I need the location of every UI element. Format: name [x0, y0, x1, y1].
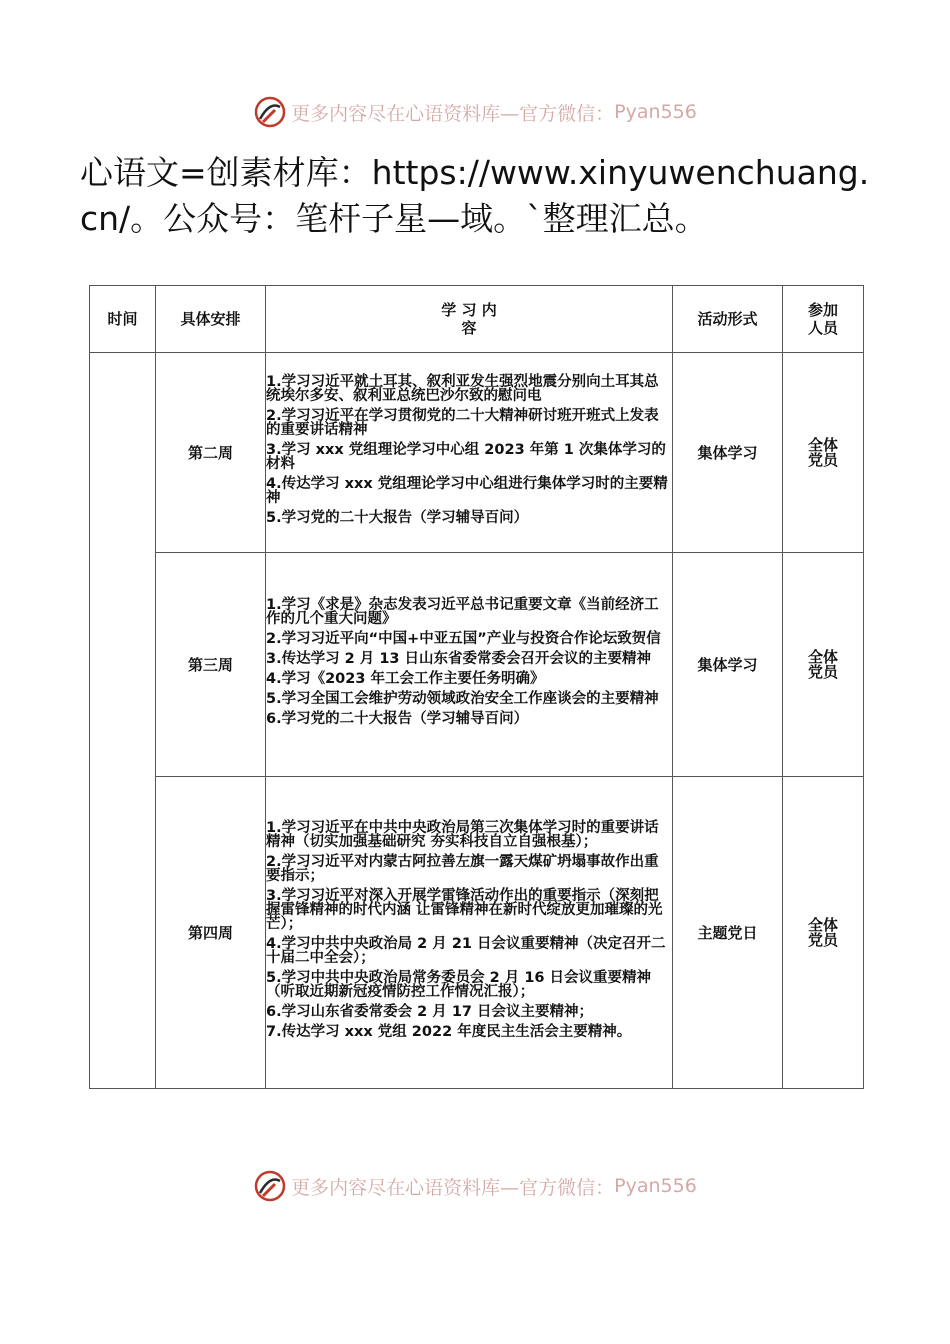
- list-item: 4.学习中共中央政治局 2 月 21 日会议重要精神（决定召开二十届二中全会）；: [266, 935, 666, 966]
- table-row: [90, 777, 864, 1089]
- col-header-people-label: 参加人员: [807, 301, 838, 337]
- list-item: 3.学习习近平对深入开展学雷锋活动作出的重要指示（深刻把握雷锋精神的时代内涵 让雷锋精神在新时代绽放更加璀璨的光芒）；: [266, 887, 663, 932]
- banner-wechat-id: Pyan556: [614, 1175, 697, 1197]
- banner-text: 更多内容尽在心语资料库—官方微信：: [291, 102, 615, 125]
- list-item: 7.传达学习 xxx 党组 2022 年度民主生活会主要精神。: [266, 1023, 632, 1040]
- banner-text: 更多内容尽在心语资料库—官方微信：: [291, 1176, 615, 1199]
- header-source-note: 心语文=创素材库：https://www.xinyuwenchuang.cn/。公众号：笔杆子星—域。`整理汇总。: [80, 153, 870, 238]
- watermark-banner-top: [0, 92, 950, 132]
- week-label: 第四周: [156, 777, 266, 1089]
- list-item: 2.学习习近平在学习贯彻党的二十大精神研讨班开班式上发表的重要讲话精神: [266, 407, 659, 438]
- list-item: 2.学习习近平向“中国+中亚五国”产业与投资合作论坛致贺信: [266, 630, 661, 647]
- participants: 全体党员: [807, 435, 838, 469]
- col-header-people: [783, 286, 864, 353]
- brand-logo-icon: [253, 1169, 287, 1203]
- col-header-arrangement: 具体安排: [156, 286, 266, 353]
- col-header-content-label: 学 习 内 容: [441, 301, 497, 337]
- participants-cell: [783, 353, 864, 553]
- activity-form: 集体学习: [673, 353, 783, 553]
- list-item: 1.学习习近平在中共中央政治局第三次集体学习时的重要讲话精神（切实加强基础研究 夯实科技自立自强根基）；: [266, 819, 659, 850]
- list-item: 4.传达学习 xxx 党组理论学习中心组进行集体学习时的主要精神: [266, 475, 668, 506]
- content-list: [266, 598, 672, 726]
- participants: 全体党员: [807, 647, 838, 681]
- table-row: [90, 553, 864, 777]
- list-item: 2.学习习近平对内蒙古阿拉善左旗一露天煤矿坍塌事故作出重要指示；: [266, 853, 659, 884]
- participants-cell: [783, 553, 864, 777]
- list-item: 6.学习山东省委常委会 2 月 17 日会议主要精神；: [266, 1003, 594, 1020]
- list-item: 3.学习 xxx 党组理论学习中心组 2023 年第 1 次集体学习的材料: [266, 441, 666, 472]
- list-item: 5.学习全国工会维护劳动领域政治安全工作座谈会的主要精神: [266, 690, 659, 707]
- week-label: 第三周: [156, 553, 266, 777]
- week-label: 第二周: [156, 353, 266, 553]
- table-header-row: [90, 286, 864, 353]
- list-item: 6.学习党的二十大报告（学习辅导百问）: [266, 710, 529, 727]
- col-header-time: 时间: [90, 286, 156, 353]
- list-item: 1.学习《求是》杂志发表习近平总书记重要文章《当前经济工作的几个重大问题》: [266, 596, 659, 627]
- participants-cell: [783, 777, 864, 1089]
- content-cell: [266, 353, 673, 553]
- table-row: [90, 353, 864, 553]
- time-cell: [90, 353, 156, 1089]
- list-item: 3.传达学习 2 月 13 日山东省委常委会召开会议的主要精神: [266, 650, 652, 667]
- content-cell: [266, 777, 673, 1089]
- banner-wechat-id: Pyan556: [614, 101, 697, 123]
- study-plan-table: [89, 285, 864, 1089]
- content-list: [266, 821, 672, 1039]
- list-item: 5.学习党的二十大报告（学习辅导百问）: [266, 509, 529, 526]
- list-item: 5.学习中共中央政治局常务委员会 2 月 16 日会议重要精神（听取近期新冠疫情防控工作情况汇报）；: [266, 969, 652, 1000]
- list-item: 1.学习习近平就土耳其、叙利亚发生强烈地震分别向土耳其总统埃尔多安、叙利亚总统巴沙尔致的慰问电: [266, 373, 659, 404]
- content-list: [266, 375, 672, 525]
- brand-logo-icon: [253, 95, 287, 129]
- col-header-content: [266, 286, 673, 353]
- col-header-form: 活动形式: [673, 286, 783, 353]
- watermark-banner-bottom: [0, 1166, 950, 1206]
- activity-form: 主题党日: [673, 777, 783, 1089]
- content-cell: [266, 553, 673, 777]
- activity-form: 集体学习: [673, 553, 783, 777]
- list-item: 4.学习《2023 年工会工作主要任务明确》: [266, 670, 545, 687]
- participants: 全体党员: [807, 915, 838, 949]
